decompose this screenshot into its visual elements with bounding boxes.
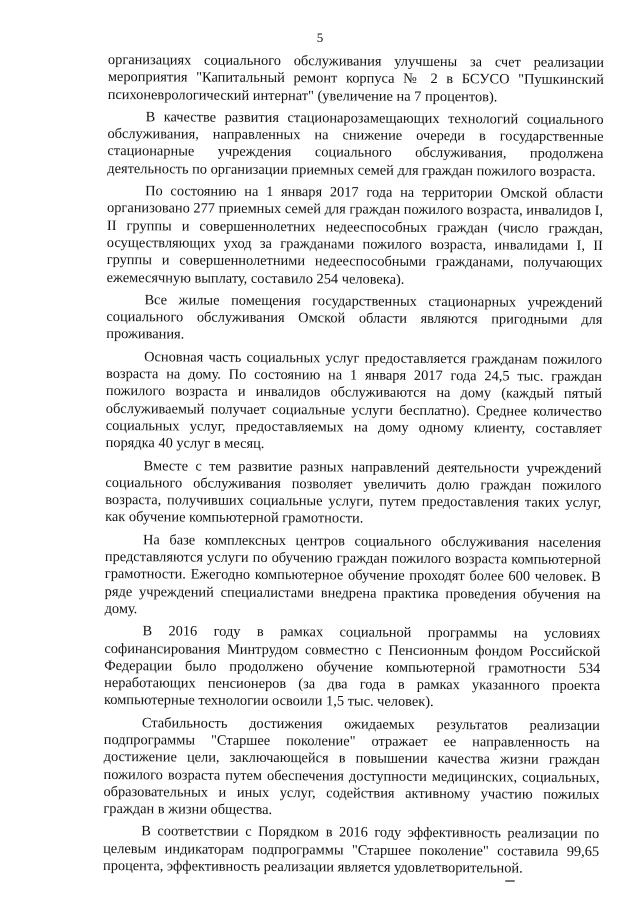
paragraph: Стабильность достижения ожидаемых результатов реализации подпрограммы "Старшее поколение" отражает ее направленность на достижение цели, заключающейся в повышении качества жизни граждан пожилого возраста путем обеспечения доступности медицинских, социальных, образовательных и иных услуг, содействия активному участию пожилых граждан в жизни общества. [103, 714, 600, 819]
paragraph: В 2016 году в рамках социальной программы на условиях софинансирования Минтрудом совместно с Пенсионным фондом Российской Федерации было продолжено обучение компьютерной грамотности 534 неработающих пенсионеров (за два года в рамках указанного проекта компьютерные технологии освоили 1,5 тыс. человек). [103, 623, 601, 711]
paragraph: Все жилые помещения государственных стационарных учреждений социального обслуживания Омской области являются пригодными для проживания. [106, 292, 603, 343]
paragraph: Вместе с тем развитие разных направлений деятельности учреждений социального обслуживания позволяет увеличить долю граждан пожилого возраста, получивших социальные услуги, путем предоставления таких услуг, как обучение компьютерной грамотности. [105, 457, 602, 527]
paragraph: По состоянию на 1 января 2017 года на территории Омской области организовано 277 приемных семей для граждан пожилого возраста, инвалидов I, II группы и совершеннолетних недееспособных граждан (число граждан, осуществляющих уход за гражданами пожилого возраста, инвалидами I, II группы и совершеннолетними недееспособными гражданами, получающих ежемесячную выплату, составило 254 человека). [106, 183, 604, 288]
paragraph: В качестве развития стационарозамещающих технологий социального обслуживания, направленных на снижение очереди в государственные стационарные учреждения социального обслуживания, продолжена деятельность по организации приемных семей для граждан пожилого возраста. [107, 109, 604, 180]
paragraph: организациях социального обслуживания улучшены за счет реализации мероприятия "Капитальный ремонт корпуса № 2 в БСУСО "Пушкинский психоневрологический интернат" (увеличение на 7 процентов). [107, 52, 604, 105]
scan-mark [505, 880, 515, 882]
paragraph: На базе комплексных центров социального обслуживания населения представляются услуги по обучению граждан пожилого возраста компьютерной грамотности. Ежегодно компьютерное обучение проходят более 600 человек. В ряде учреждений специалистами внедрена практика проведения обучения на дому. [104, 531, 602, 618]
document-body [103, 52, 604, 883]
page-number: 5 [316, 30, 324, 45]
paragraph: Основная часть социальных услуг предоставляется гражданам пожилого возраста на дому. По состоянию на 1 января 2017 года 24,5 тыс. граждан пожилого возраста и инвалидов обслуживаются на дому (каждый пятый обслуживаемый получает социальные услуги бесплатно). Среднее количество социальных услуг, предоставляемых на дому одному клиенту, составляет порядка 40 услуг в месяц. [105, 348, 603, 453]
paragraph: В соответствии с Порядком в 2016 году эффективность реализации по целевым индикаторам подпрограммы "Старшее поколение" составила 99,65 процента, эффективность реализации является удовлетворительной. [102, 823, 600, 877]
